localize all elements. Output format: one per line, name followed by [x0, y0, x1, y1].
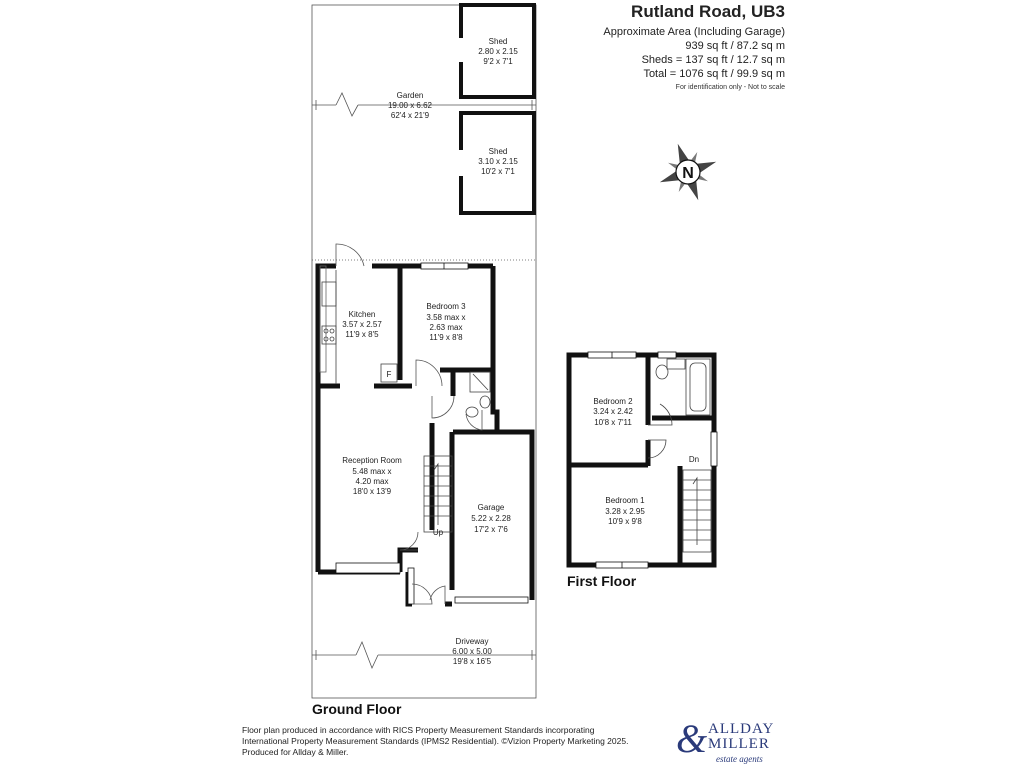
bedroom2-metric: 3.24 x 2.42 — [593, 407, 633, 416]
wc-fittings — [466, 372, 490, 417]
first-stairs-label: Dn — [688, 455, 700, 464]
bedroom1-name: Bedroom 1 — [605, 496, 645, 505]
shed1-imperial: 9'2 x 7'1 — [483, 57, 513, 66]
kitchen-imperial: 11'9 x 8'5 — [345, 330, 379, 339]
shed1-name: Shed — [488, 37, 508, 46]
bedroom1-metric: 3.28 x 2.95 — [605, 507, 645, 516]
first-floor-label: First Floor — [567, 573, 637, 589]
garage-imperial: 17'2 x 7'6 — [474, 525, 508, 534]
driveway-dimension-line — [312, 642, 536, 668]
first-floor-staircase — [683, 470, 711, 552]
agency-logo — [676, 716, 786, 765]
main-area: 939 sq ft / 87.2 sq m — [685, 40, 785, 52]
shed2-name: Shed — [488, 147, 508, 156]
compass-icon — [650, 134, 727, 211]
scale-disclaimer: For identification only - Not to scale — [675, 84, 785, 91]
driveway-imperial: 19'8 x 16'5 — [452, 657, 492, 666]
bedroom2-name: Bedroom 2 — [593, 397, 633, 406]
ground-floor-label: Ground Floor — [312, 701, 402, 717]
bedroom1-imperial: 10'9 x 9'8 — [608, 517, 642, 526]
driveway-metric: 6.00 x 5.00 — [452, 647, 492, 656]
reception-metric2: 4.20 max — [355, 477, 389, 486]
bedroom3-name: Bedroom 3 — [426, 302, 466, 311]
kitchen-name: Kitchen — [348, 310, 376, 319]
total-area: Total = 1076 sq ft / 99.9 sq m — [643, 68, 785, 80]
property-title: Rutland Road, UB3 — [631, 2, 785, 21]
bedroom3-metric2: 2.63 max — [429, 323, 463, 332]
compass-letter: N — [682, 165, 694, 182]
garage-metric: 5.22 x 2.28 — [471, 514, 511, 523]
reception-name: Reception Room — [342, 456, 402, 465]
sheds-area: Sheds = 137 sq ft / 12.7 sq m — [641, 54, 785, 66]
ground-floor-staircase — [424, 456, 452, 532]
bathroom-fittings — [648, 359, 710, 458]
ground-stairs-label: Up — [432, 528, 444, 537]
garage-name: Garage — [477, 503, 505, 512]
shed2-imperial: 10'2 x 7'1 — [481, 167, 515, 176]
garden-metric: 19.00 x 6.62 — [387, 101, 433, 110]
footer-line-3: Produced for Allday & Miller. — [242, 747, 349, 757]
footer-line-1: Floor plan produced in accordance with RICS Property Measurement Standards incorporating — [242, 725, 595, 735]
garden-imperial: 62'4 x 21'9 — [390, 111, 430, 120]
fridge-mark: F — [386, 370, 392, 379]
door-swings — [336, 244, 482, 604]
area-heading: Approximate Area (Including Garage) — [603, 26, 785, 38]
shed2-metric: 3.10 x 2.15 — [478, 157, 518, 166]
bedroom2-imperial: 10'8 x 7'11 — [594, 418, 632, 427]
logo-ampersand: & — [676, 716, 708, 761]
driveway-name: Driveway — [455, 637, 489, 646]
garden-name: Garden — [396, 91, 424, 100]
logo-tagline: estate agents — [716, 754, 763, 764]
reception-metric1: 5.48 max x — [352, 467, 392, 476]
logo-line-2: MILLER — [708, 736, 770, 752]
reception-imperial: 18'0 x 13'9 — [352, 487, 392, 496]
footer-notice — [242, 725, 682, 758]
shed1-metric: 2.80 x 2.15 — [478, 47, 518, 56]
footer-line-2: International Property Measurement Standards (IPMS2 Residential). ©Vizion Property Marketing 2025. — [242, 736, 629, 746]
logo-line-1: ALLDAY — [708, 721, 775, 737]
bedroom3-metric1: 3.58 max x — [426, 313, 466, 322]
kitchen-metric: 3.57 x 2.57 — [342, 320, 382, 329]
bedroom3-imperial: 11'9 x 8'8 — [429, 333, 463, 342]
